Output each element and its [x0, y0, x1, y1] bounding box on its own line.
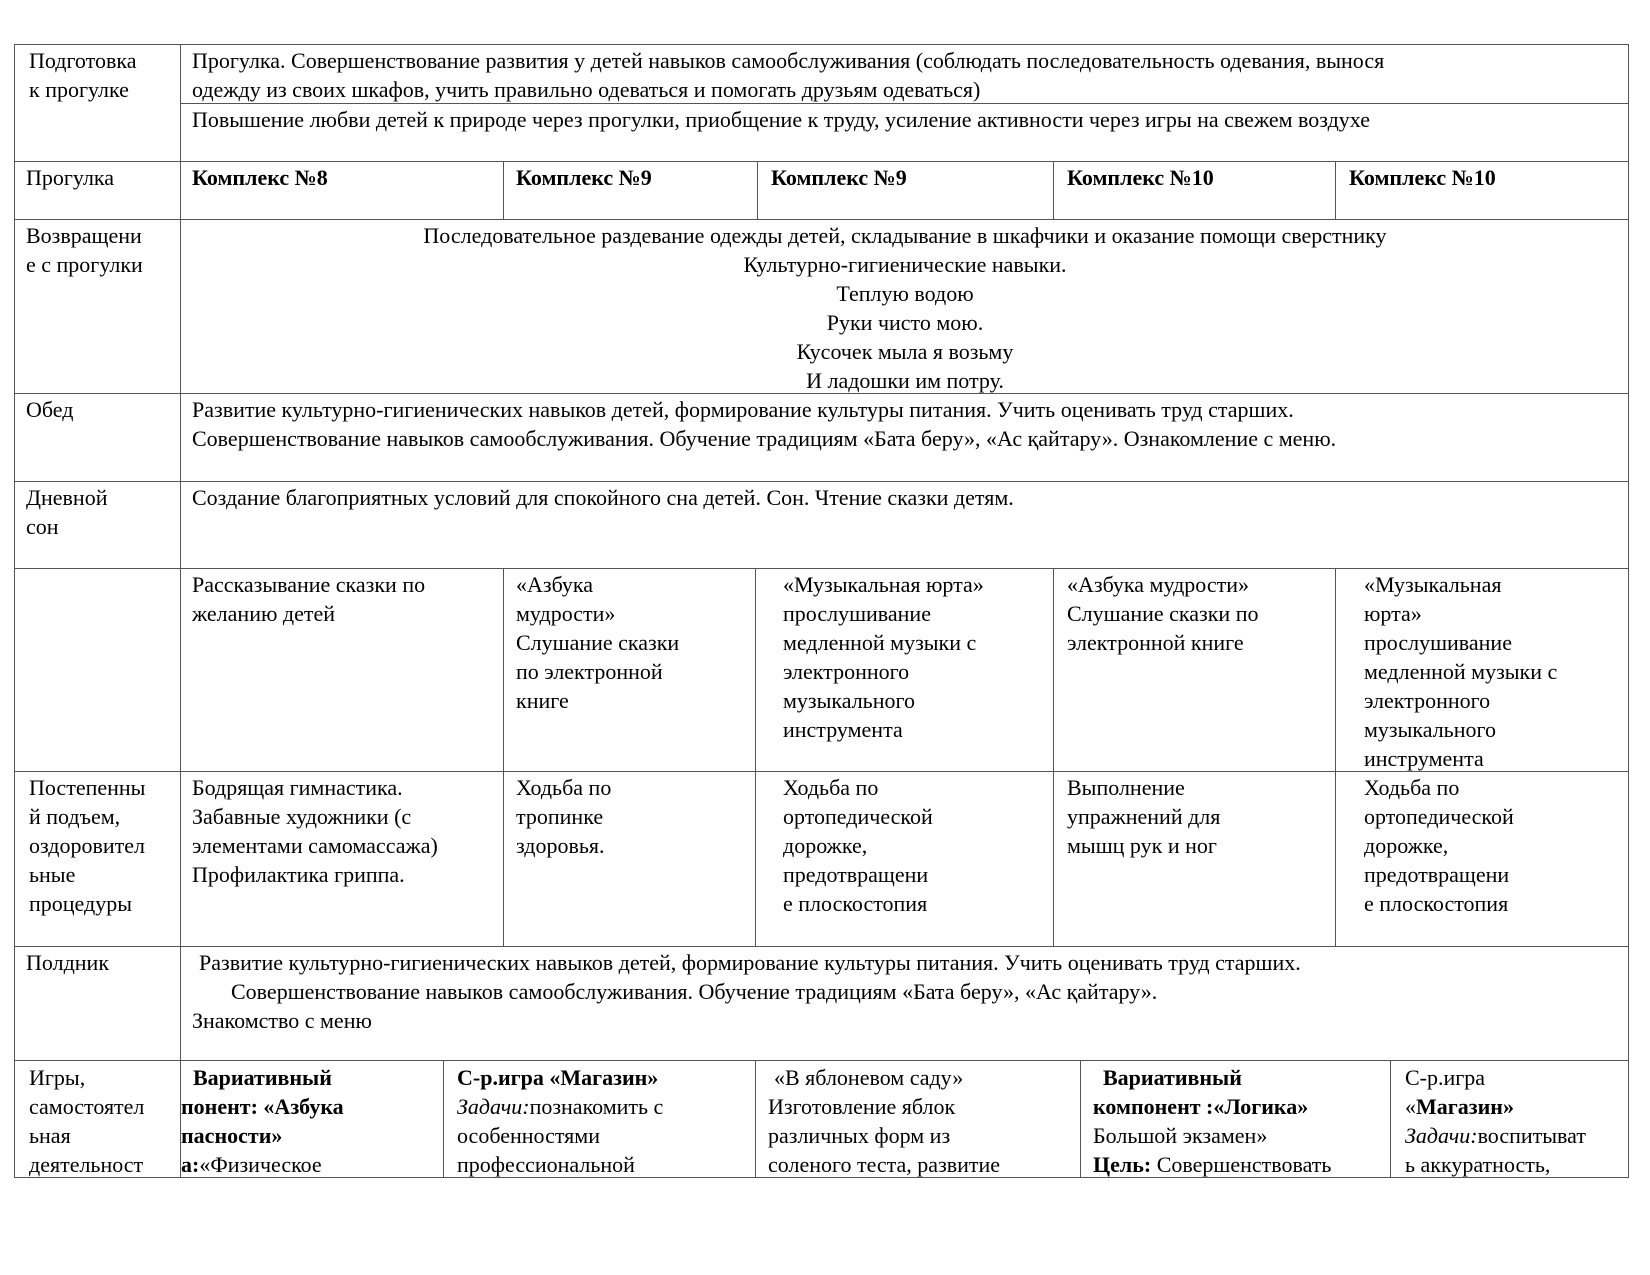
games-fri-quote: « — [1405, 1094, 1416, 1119]
games-tue-task-text: познакомить с — [529, 1094, 664, 1119]
snack-text-line-3: Знакомство с меню — [192, 1008, 372, 1033]
games-mon-line-4-text: «Физическое — [199, 1152, 322, 1177]
games-thu-line-4 — [1093, 1150, 1386, 1177]
story-tue: «Азбука мудрости» Слушание сказки по электронной книге — [516, 572, 680, 713]
games-mon-line-2: понент: «Азбука — [181, 1094, 344, 1119]
games-thu-line-1: Вариативный — [1103, 1065, 1242, 1090]
row-divider — [14, 481, 1629, 482]
games-thu-goal-text: Совершенствовать — [1151, 1152, 1332, 1177]
walk-complex-thu: Комплекс №10 — [1067, 165, 1214, 190]
story-thu: «Азбука мудрости» Слушание сказки по электронной книге — [1067, 572, 1259, 655]
story-mon: Рассказывание сказки по желанию детей — [192, 572, 426, 626]
column-divider — [1053, 161, 1054, 220]
games-thu-goal-label: Цель: — [1093, 1152, 1152, 1177]
table-border-bottom — [14, 1177, 1629, 1178]
row-label-games: Игры, самостоятел ьная деятельност — [29, 1065, 145, 1177]
wakeup-tue: Ходьба по тропинке здоровья. — [516, 775, 612, 858]
row-divider — [14, 161, 1629, 162]
walk-complex-fri: Комплекс №10 — [1349, 165, 1496, 190]
table-border-top — [14, 44, 1629, 45]
row-label-walk-prep: Подготовка к прогулке — [29, 48, 137, 102]
games-tue-task-label: Задачи: — [457, 1094, 530, 1119]
table-border-right — [1628, 44, 1629, 1178]
row-label-snack: Полдник — [26, 950, 110, 975]
snack-text-line-1: Развитие культурно-гигиенических навыков детей, формирование культуры питания. Учить оценивать труд старших. — [199, 950, 1301, 975]
row-divider — [14, 219, 1629, 220]
column-divider — [443, 1060, 444, 1178]
label-column-divider — [180, 44, 181, 1178]
games-thu-line-2: компонент :«Логика» — [1093, 1094, 1309, 1119]
games-thu-line-3: Большой экзамен» — [1093, 1123, 1268, 1148]
snack-text-line-2: Совершенствование навыков самообслуживания. Обучение традициям «Бата беру», «Ас қайтару». — [231, 979, 1158, 1004]
wakeup-wed: Ходьба по ортопедической дорожке, предотвращени е плоскостопия — [783, 775, 933, 916]
row-label-return: Возвращени е с прогулки — [26, 223, 143, 277]
wakeup-thu: Выполнение упражнений для мышц рук и ног — [1067, 775, 1221, 858]
games-fri-game-name: Магазин» — [1416, 1094, 1514, 1119]
games-fri-line-3 — [1405, 1121, 1625, 1150]
games-tue-title: С-р.игра «Магазин» — [457, 1065, 659, 1090]
row-label-walk: Прогулка — [26, 165, 115, 190]
column-divider — [1080, 1060, 1081, 1178]
games-mon-line-1: Вариативный — [193, 1065, 332, 1090]
row-divider — [14, 568, 1629, 569]
wakeup-mon: Бодрящая гимнастика. Забавные художники (с элементами самомассажа) Профилактика гриппа. — [192, 775, 438, 887]
games-mon-line-3: пасности» — [181, 1123, 283, 1148]
column-divider — [755, 1060, 756, 1178]
column-divider — [503, 161, 504, 220]
walk-prep-text: Прогулка. Совершенствование развития у детей навыков самообслуживания (соблюдать последовательность одевания, вынося одежду из своих шкафов, учить правильно одеваться и помогать друзьям одеваться) — [192, 48, 1385, 102]
story-wed: «Музыкальная юрта» прослушивание медленной музыки с электронного музыкального инструмента — [783, 572, 984, 742]
row-divider — [14, 1060, 1629, 1061]
games-mon-line-4 — [181, 1150, 441, 1177]
column-divider — [1335, 568, 1336, 947]
games-tue-text: особенностями профессиональной — [457, 1123, 635, 1177]
games-fri-task-label: Задачи: — [1405, 1123, 1478, 1148]
games-fri-line-2 — [1405, 1092, 1625, 1121]
table-border-left — [14, 44, 15, 1178]
games-fri-line-1: С-р.игра — [1405, 1065, 1486, 1090]
games-wed-text: «В яблоневом саду» Изготовление яблок различных форм из соленого теста, развитие — [768, 1065, 1001, 1177]
walk-complex-tue: Комплекс №9 — [516, 165, 652, 190]
story-fri: «Музыкальная юрта» прослушивание медленной музыки с электронного музыкального инструмента — [1364, 572, 1558, 771]
column-divider — [503, 568, 504, 947]
return-text: Последовательное раздевание одежды детей, складывание в шкафчики и оказание помощи сверстнику Культурно-гигиенические навыки. Теплую водою Руки чисто мою. Кусочек мыла я возьму И ладошки им потру. — [423, 223, 1387, 393]
games-mon-line-4-prefix: а: — [181, 1152, 200, 1177]
lunch-text: Развитие культурно-гигиенических навыков детей, формирование культуры питания. Учить оценивать труд старших. Совершенствование навыков самообслуживания. Обучение традициям «Бата беру», «Ас қайтару». Ознакомление с меню. — [192, 397, 1337, 451]
walk-prep-goal-text: Повышение любви детей к природе через прогулки, приобщение к труду, усиление активности через игры на свежем воздухе — [192, 107, 1370, 132]
column-divider — [755, 568, 756, 947]
column-divider — [1390, 1060, 1391, 1178]
column-divider — [1335, 161, 1336, 220]
row-label-wakeup: Постепенны й подъем, оздоровител ьные процедуры — [29, 775, 146, 916]
wakeup-fri: Ходьба по ортопедической дорожке, предотвращени е плоскостопия — [1364, 775, 1514, 916]
row-label-lunch: Обед — [26, 397, 74, 422]
games-tue-task-line — [457, 1092, 751, 1121]
walk-complex-mon: Комплекс №8 — [192, 165, 328, 190]
row-label-nap: Дневной сон — [26, 485, 108, 539]
walk-complex-wed: Комплекс №9 — [771, 165, 907, 190]
nap-text: Создание благоприятных условий для спокойного сна детей. Сон. Чтение сказки детям. — [192, 485, 1014, 510]
games-fri-task-text: воспитыват — [1477, 1123, 1586, 1148]
column-divider — [757, 161, 758, 220]
games-fri-line-4: ь аккуратность, — [1405, 1152, 1551, 1177]
row-divider — [14, 946, 1629, 947]
column-divider — [1053, 568, 1054, 947]
